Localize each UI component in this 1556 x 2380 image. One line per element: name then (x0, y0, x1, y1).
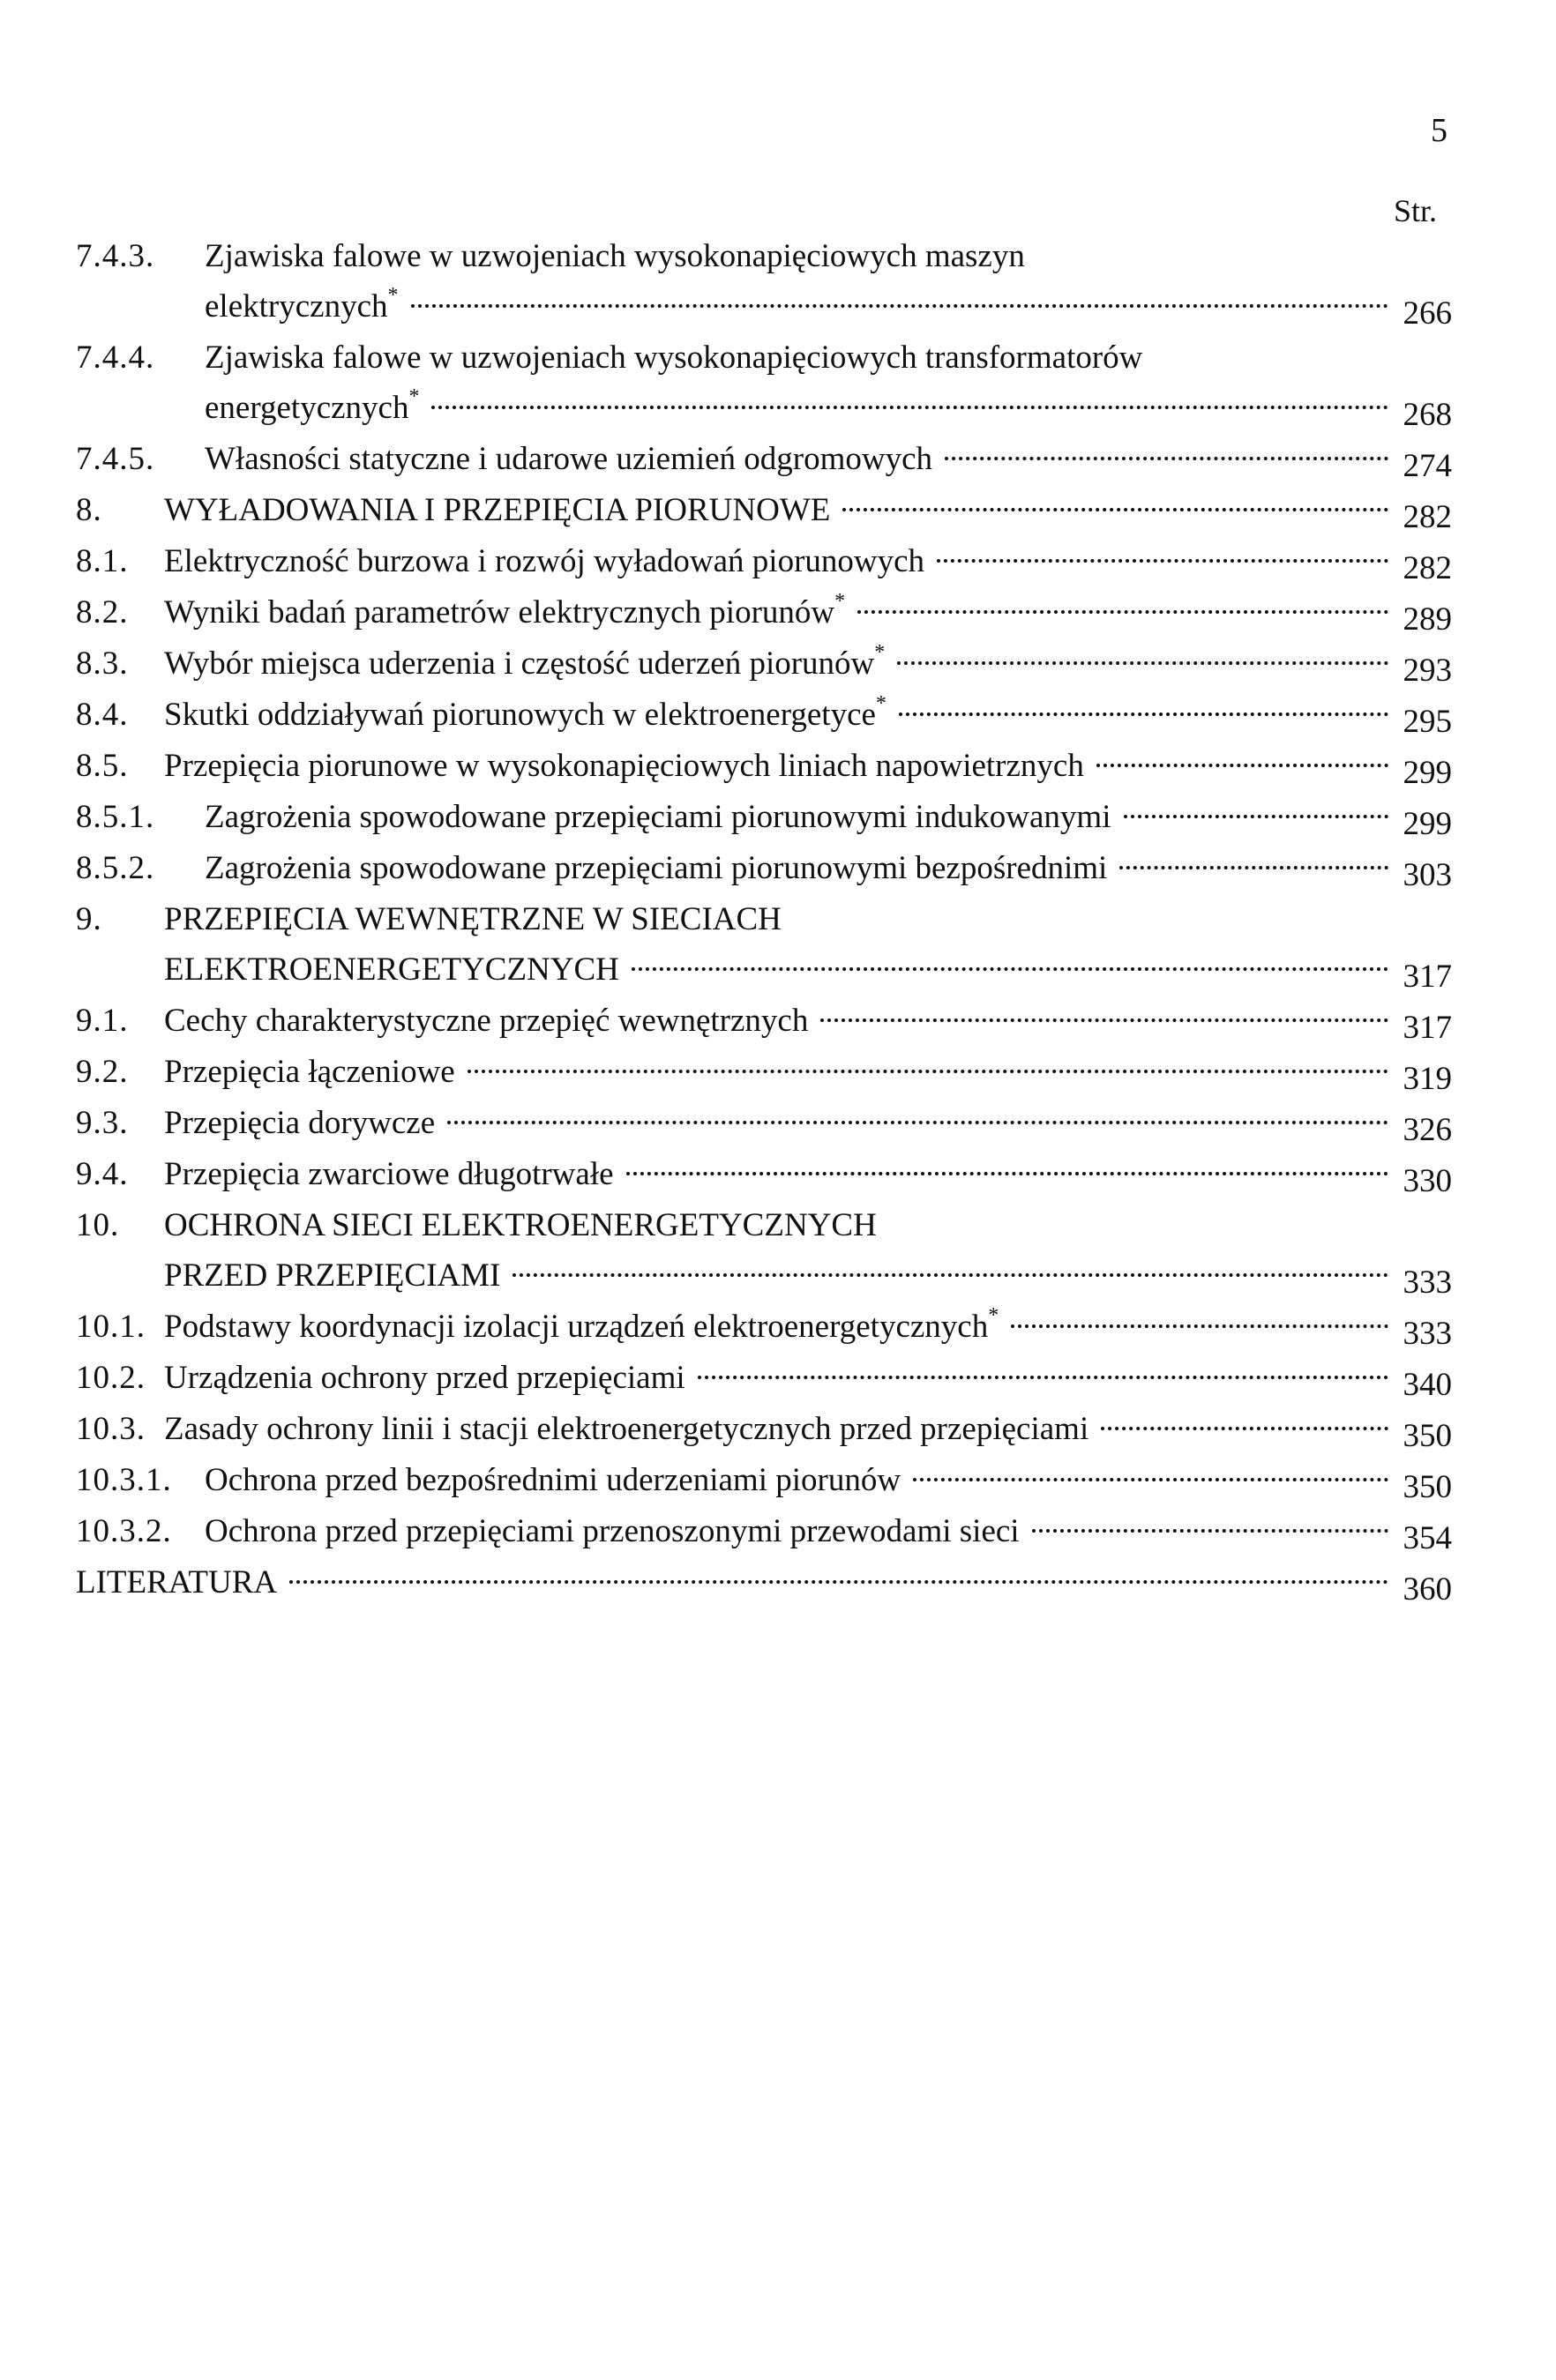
section-number: 9.1. (76, 1003, 129, 1039)
page-column-header: Str. (1394, 193, 1438, 228)
dot-leader (897, 661, 1388, 665)
dot-leader (937, 559, 1388, 563)
table-of-contents (76, 231, 1452, 1608)
section-number: 7.4.4. (76, 339, 155, 376)
toc-entry-leader-line (164, 1404, 1452, 1455)
page-reference: 360 (1403, 1571, 1452, 1608)
toc-entry (76, 741, 1452, 792)
page-reference: 319 (1403, 1061, 1452, 1097)
toc-entry-leader-line (205, 792, 1452, 843)
section-title: energetycznych* (205, 384, 420, 426)
toc-entry-leader-line (164, 1353, 1452, 1404)
section-number: 10. (76, 1207, 120, 1243)
toc-entry-leader-line (164, 536, 1452, 587)
section-number: 8. (76, 492, 102, 528)
toc-entry (76, 1557, 1452, 1608)
section-number: 10.3.1. (76, 1462, 172, 1498)
dot-leader (842, 508, 1388, 511)
dot-leader (1011, 1324, 1388, 1328)
page-reference: 293 (1403, 653, 1452, 689)
page-reference: 266 (1403, 295, 1452, 332)
section-number: 8.4. (76, 697, 129, 733)
section-number: 10.1. (76, 1309, 146, 1345)
dot-leader (632, 967, 1388, 971)
section-title: Wybór miejsca uderzenia i częstość uderzeń piorunów* (164, 640, 886, 682)
section-title: Ochrona przed bezpośrednimi uderzeniami piorunów (205, 1462, 901, 1498)
section-number: 7.4.3. (76, 238, 155, 274)
toc-entry (76, 1455, 1452, 1506)
toc-entry (76, 485, 1452, 536)
toc-entry (76, 792, 1452, 843)
section-title: Zagrożenia spowodowane przepięciami piorunowymi bezpośrednimi (205, 850, 1108, 886)
dot-leader (512, 1273, 1388, 1277)
dot-leader (468, 1070, 1388, 1073)
section-title: ELEKTROENERGETYCZNYCH (164, 951, 619, 988)
section-title: PRZED PRZEPIĘCIAMI (164, 1257, 501, 1294)
toc-entry (76, 231, 1452, 332)
page-reference: 282 (1403, 499, 1452, 535)
toc-entry (76, 536, 1452, 587)
toc-entry-leader-line (205, 383, 1452, 434)
page-reference: 282 (1403, 550, 1452, 586)
dot-leader (698, 1376, 1388, 1379)
section-number: 10.3. (76, 1411, 146, 1447)
section-number: 8.2. (76, 594, 129, 630)
section-title: Podstawy koordynacji izolacji urządzeń elektroenergetycznych* (164, 1303, 999, 1345)
footnote-star: * (387, 283, 399, 307)
footnote-star: * (874, 640, 886, 664)
section-number: 8.3. (76, 645, 129, 682)
section-title: Przepięcia zwarciowe długotrwałe (164, 1156, 614, 1192)
page-reference: 350 (1403, 1418, 1452, 1454)
toc-entry (76, 1200, 1452, 1302)
toc-entry (76, 1047, 1452, 1098)
dot-leader (1032, 1529, 1388, 1533)
page-number: 5 (1431, 112, 1448, 149)
page-reference: 317 (1403, 959, 1452, 995)
toc-entry-leader-line (205, 843, 1452, 894)
page-reference: 299 (1403, 806, 1452, 842)
dot-leader (289, 1580, 1388, 1584)
page-reference: 326 (1403, 1112, 1452, 1148)
toc-entry-leader-line (164, 690, 1452, 741)
toc-entry (76, 996, 1452, 1047)
page-reference: 274 (1403, 448, 1452, 484)
toc-entry-leader-line (164, 996, 1452, 1047)
footnote-star: * (875, 691, 886, 715)
dot-leader (626, 1172, 1388, 1175)
section-title: Przepięcia dorywcze (164, 1105, 436, 1141)
toc-entry (76, 332, 1452, 434)
section-title-line: Zjawiska falowe w uzwojeniach wysokonapięciowych maszyn (205, 238, 1025, 274)
section-number: 8.5.1. (76, 799, 155, 835)
toc-entry-leader-line (76, 1557, 1452, 1608)
page-reference: 333 (1403, 1316, 1452, 1352)
dot-leader (1101, 1427, 1388, 1430)
dot-leader (1119, 866, 1388, 869)
toc-entry-leader-line (164, 587, 1452, 638)
toc-entry (76, 1098, 1452, 1149)
dot-leader (1096, 764, 1388, 767)
toc-entry-leader-line (164, 638, 1452, 690)
toc-entry (76, 434, 1452, 485)
section-title: Przepięcia łączeniowe (164, 1054, 455, 1090)
toc-entry-leader-line (164, 1047, 1452, 1098)
page-reference: 350 (1403, 1469, 1452, 1505)
toc-entry-leader-line (205, 434, 1452, 485)
section-title-line: PRZEPIĘCIA WEWNĘTRZNE W SIECIACH (164, 901, 782, 937)
section-number: 9. (76, 901, 102, 937)
page-reference: 330 (1403, 1163, 1452, 1199)
page-reference: 299 (1403, 755, 1452, 791)
toc-entry (76, 690, 1452, 741)
section-number: 9.2. (76, 1054, 129, 1090)
section-number: 8.5.2. (76, 850, 155, 886)
section-title: Skutki oddziaływań piorunowych w elektroenergetyce* (164, 691, 886, 733)
page-reference: 295 (1403, 704, 1452, 740)
page-reference: 317 (1403, 1010, 1452, 1046)
section-title: Elektryczność burzowa i rozwój wyładowań piorunowych (164, 543, 925, 579)
section-title: Ochrona przed przepięciami przenoszonymi przewodami sieci (205, 1513, 1020, 1549)
toc-entry-leader-line (164, 1250, 1452, 1302)
toc-entry-leader-line (205, 1455, 1452, 1506)
toc-entry (76, 1506, 1452, 1557)
section-number: 10.3.2. (76, 1513, 172, 1549)
footnote-star: * (988, 1303, 999, 1327)
page-reference: 333 (1403, 1265, 1452, 1301)
toc-entry-leader-line (205, 281, 1452, 332)
toc-entry-leader-line (164, 1302, 1452, 1353)
dot-leader (913, 1478, 1388, 1481)
section-title: Cechy charakterystyczne przepięć wewnętrznych (164, 1003, 809, 1039)
toc-entry (76, 1404, 1452, 1455)
dot-leader (447, 1121, 1388, 1124)
toc-entry (76, 1149, 1452, 1200)
dot-leader (411, 304, 1389, 308)
section-title: LITERATURA (76, 1564, 278, 1600)
toc-entry (76, 587, 1452, 638)
dot-leader (431, 406, 1388, 409)
section-title-line: Zjawiska falowe w uzwojeniach wysokonapięciowych transformatorów (205, 339, 1143, 376)
section-number: 7.4.5. (76, 441, 155, 477)
toc-entry (76, 843, 1452, 894)
footnote-star: * (408, 384, 420, 408)
section-title: Urządzenia ochrony przed przepięciami (164, 1360, 685, 1396)
page-reference: 268 (1403, 397, 1452, 433)
section-title-line: OCHRONA SIECI ELEKTROENERGETYCZNYCH (164, 1207, 877, 1243)
page-reference: 303 (1403, 857, 1452, 893)
section-number: 9.4. (76, 1156, 129, 1192)
toc-entry-leader-line (164, 944, 1452, 996)
section-title: Wyniki badań parametrów elektrycznych piorunów* (164, 589, 846, 630)
toc-entry (76, 894, 1452, 996)
toc-entry (76, 1302, 1452, 1353)
section-title: Zasady ochrony linii i stacji elektroenergetycznych przed przepięciami (164, 1411, 1089, 1447)
section-title: elektrycznych* (205, 283, 399, 325)
section-title: WYŁADOWANIA I PRZEPIĘCIA PIORUNOWE (164, 492, 831, 528)
section-title: Własności statyczne i udarowe uziemień odgromowych (205, 441, 933, 477)
toc-entry-leader-line (164, 1098, 1452, 1149)
dot-leader (945, 457, 1388, 460)
page-reference: 354 (1403, 1520, 1452, 1556)
dot-leader (820, 1018, 1388, 1022)
section-title: Przepięcia piorunowe w wysokonapięciowych liniach napowietrznych (164, 748, 1084, 784)
section-number: 9.3. (76, 1105, 129, 1141)
toc-entry-leader-line (205, 1506, 1452, 1557)
section-title: Zagrożenia spowodowane przepięciami piorunowymi indukowanymi (205, 799, 1111, 835)
page-reference: 340 (1403, 1367, 1452, 1403)
toc-entry (76, 638, 1452, 690)
dot-leader (899, 713, 1388, 716)
footnote-star: * (834, 589, 846, 613)
toc-entry-leader-line (164, 485, 1452, 536)
page-reference: 289 (1403, 601, 1452, 638)
section-number: 8.1. (76, 543, 129, 579)
section-number: 8.5. (76, 748, 129, 784)
toc-entry-leader-line (164, 741, 1452, 792)
toc-entry-leader-line (164, 1149, 1452, 1200)
section-number: 10.2. (76, 1360, 146, 1396)
dot-leader (1124, 815, 1389, 818)
toc-entry (76, 1353, 1452, 1404)
dot-leader (857, 610, 1388, 614)
